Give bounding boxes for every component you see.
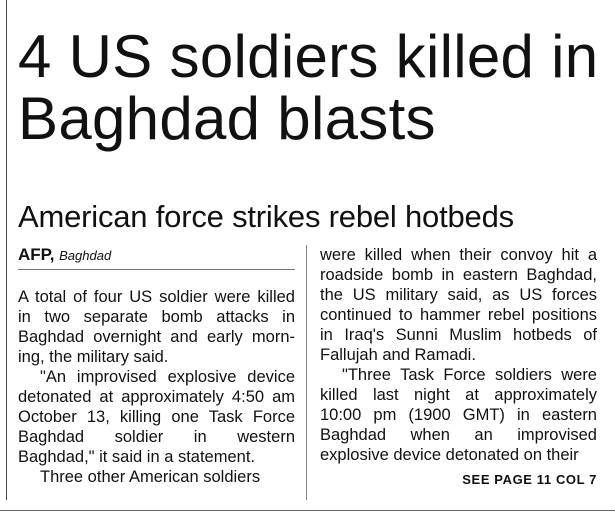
subheadline: American force strikes rebel hotbeds bbox=[18, 199, 514, 234]
article-column-right bbox=[320, 245, 597, 488]
byline-place: Baghdad bbox=[59, 248, 112, 263]
paragraph: Three other American soldiers bbox=[40, 468, 261, 486]
paragraph: "An improvised explosive device detonated at approximately 4:50 am October 13, killing one Task Force Baghdad soldier in western Baghdad," it said in a statement. bbox=[18, 368, 295, 466]
paragraph: A total of four US soldier were killed in two separate bomb attacks in Baghdad overnight and early morning, the military said. bbox=[18, 288, 295, 366]
byline-agency: AFP, bbox=[18, 245, 55, 264]
byline bbox=[18, 245, 295, 270]
bottom-rule bbox=[0, 510, 615, 511]
column-divider bbox=[306, 245, 307, 500]
article-column-left bbox=[18, 245, 295, 487]
jump-line: SEE PAGE 11 COL 7 bbox=[462, 472, 597, 487]
paragraph: "Three Task Force soldiers were killed last night at approximately 10:00 pm (1900 GMT) in eastern Baghdad when an improvised explosive device detonated on their bbox=[320, 366, 597, 464]
paragraph: were killed when their convoy hit a roadside bomb in eastern Baghdad, the US military said, as US forces continued to hammer rebel positions in Iraq's Sunni Muslim hotbeds of Fallujah and Ramadi. bbox=[320, 246, 597, 364]
left-column-rule bbox=[6, 0, 7, 500]
headline: 4 US soldiers killed in Baghdad blasts bbox=[18, 23, 599, 152]
